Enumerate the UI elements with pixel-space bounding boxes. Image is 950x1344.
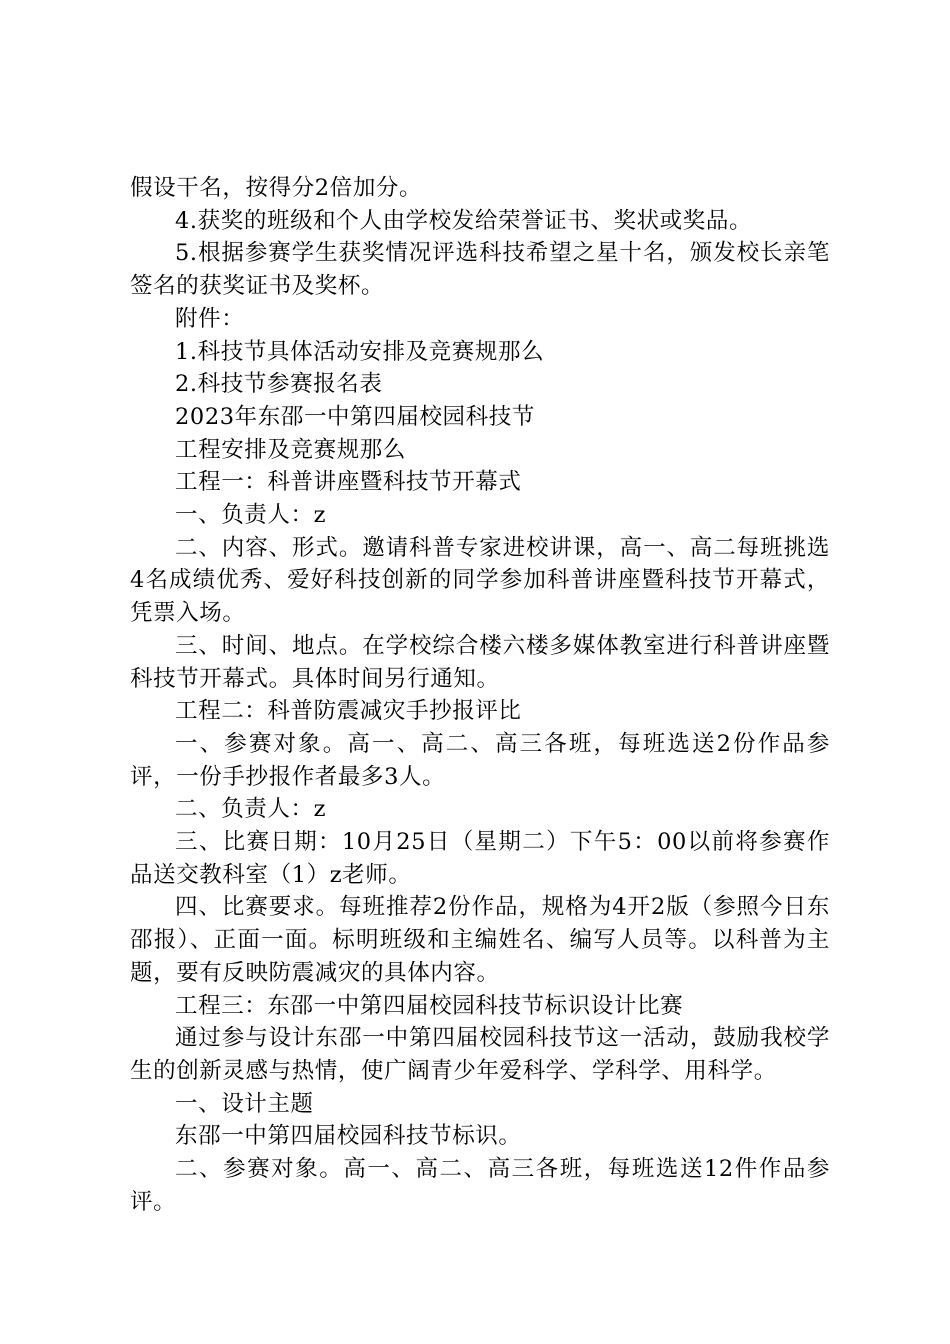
document-page <box>130 172 830 1219</box>
paragraph-19: 通过参与设计东邵一中第四届校园科技节这一活动，鼓励我校学生的创新灵感与热情，使广阔青少年爱科学、学科学、用科学。 <box>130 1025 830 1084</box>
paragraph-8: 工程安排及竞赛规那么 <box>175 436 407 463</box>
paragraph-12: 三、时间、地点。在学校综合楼六楼多媒体教室进行科普讲座暨科技节开幕式。具体时间另行通知。 <box>130 632 830 692</box>
paragraph-6: 2.科技节参赛报名表 <box>175 371 383 398</box>
paragraph-3: 5.根据参赛学生获奖情况评选科技希望之星十名，颁发校长亲笔签名的获奖证书及奖杯。 <box>130 240 830 300</box>
paragraph-11: 二、内容、形式。邀请科普专家进校讲课，高一、高二每班挑选4名成绩优秀、爱好科技创新的同学参加科普讲座暨科技节开幕式，凭票入场。 <box>130 534 830 627</box>
paragraph-2: 4.获奖的班级和个人由学校发给荣誉证书、奖状或奖品。 <box>175 207 753 234</box>
paragraph-18: 工程三：东邵一中第四届校园科技节标识设计比赛 <box>175 992 684 1019</box>
paragraph-17: 四、比赛要求。每班推荐2份作品，规格为4开2版（参照今日东邵报）、正面一面。标明班级和主编姓名、编写人员等。以科普为主题，要有反映防震减灾的具体内容。 <box>130 894 830 986</box>
paragraph-13: 工程二：科普防震减灾手抄报评比 <box>175 698 522 725</box>
paragraph-4: 附件： <box>175 305 245 332</box>
paragraph-5: 1.科技节具体活动安排及竞赛规那么 <box>175 338 545 365</box>
paragraph-22: 二、参赛对象。高一、高二、高三各班，每班选送12件作品参评。 <box>130 1156 830 1215</box>
paragraph-14: 一、参赛对象。高一、高二、高三各班，每班选送2份作品参评，一份手抄报作者最多3人。 <box>130 730 830 790</box>
paragraph-7: 2023年东邵一中第四届校园科技节 <box>175 403 535 430</box>
paragraph-20: 一、设计主题 <box>175 1090 314 1117</box>
paragraph-16: 三、比赛日期：10月25日（星期二）下午5：00以前将参赛作品送交教科室（1）z老师。 <box>130 829 830 888</box>
paragraph-15: 二、负责人：z <box>175 796 327 823</box>
paragraph-1: 假设干名，按得分2倍加分。 <box>130 175 423 201</box>
paragraph-9: 工程一：科普讲座暨科技节开幕式 <box>175 469 522 496</box>
paragraph-10: 一、负责人：z <box>175 502 327 529</box>
paragraph-21: 东邵一中第四届校园科技节标识。 <box>175 1123 522 1150</box>
